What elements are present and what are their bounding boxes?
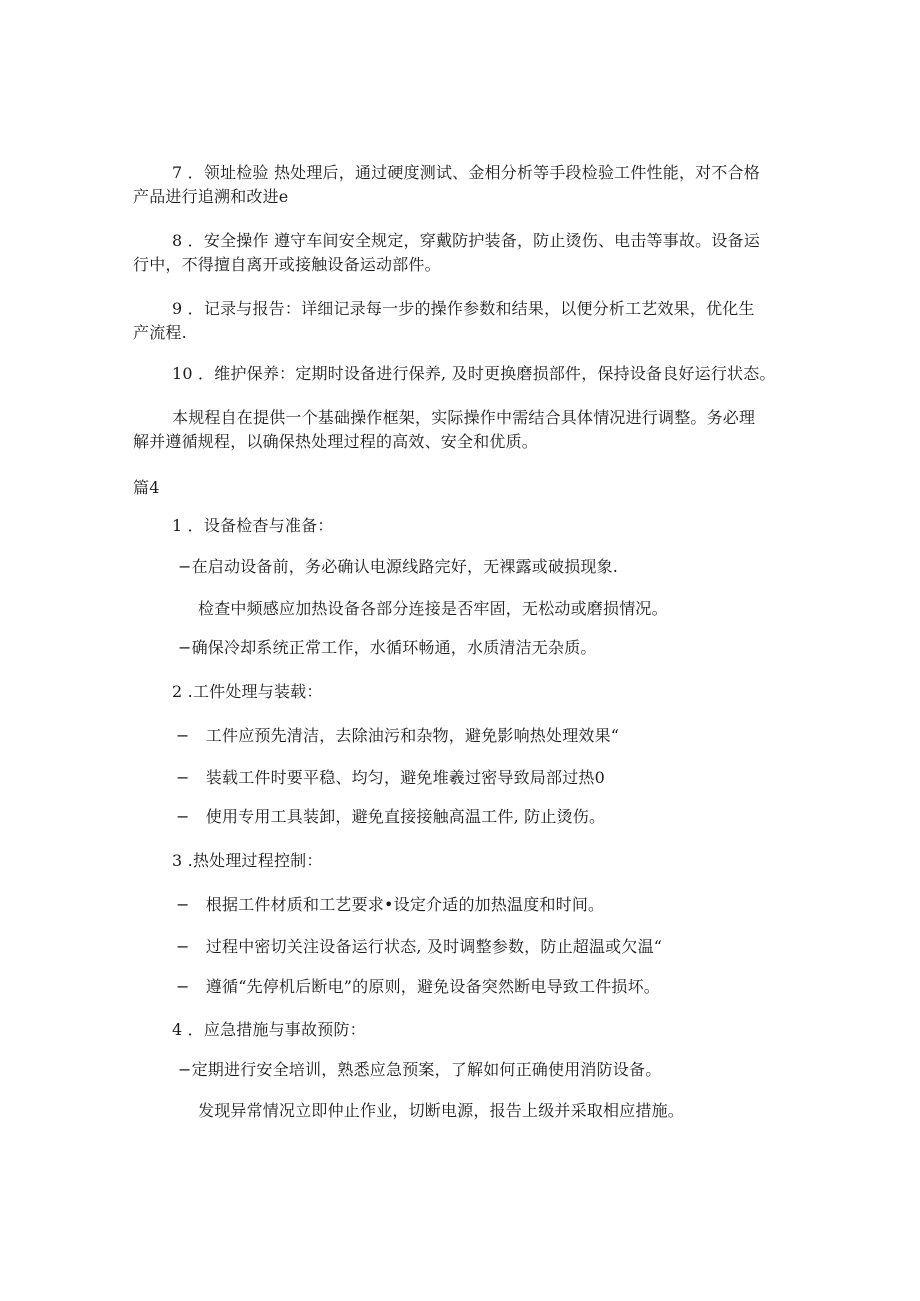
section-3-item: − 根据工件材质和工艺要求•设定介适的加热温度和时间。	[176, 895, 605, 914]
section-2-item: − 工件应预先清洁，去除油污和杂物，避免影响热处理效果“	[176, 726, 620, 745]
section-2-item: − 使用专用工具装卸，避免直接接触高温工件, 防止烫伤。	[176, 807, 606, 826]
paragraph-7-line-1: 7 ．领址检验 热处理后，通过硬度测试、金相分析等手段检验工件性能，对不合格	[172, 163, 760, 182]
section-3-heading: 3 .热处理过程控制：	[172, 851, 323, 870]
section-1-item: 检查中频感应加热设备各部分连接是否牢固，无松动或磨损情况。	[198, 599, 668, 618]
paragraph-7-line-2: 产品进行追溯和改进e	[133, 187, 289, 206]
section-4-heading: 4 ．应急措施与事故预防：	[172, 1020, 366, 1039]
section-2-item: − 装载工件时要平稳、均匀，避免堆羲过密导致局部过热0	[176, 768, 605, 787]
section-3-item: − 过程中密切关注设备运行状态, 及时调整参数，防止超温或欠温“	[176, 937, 663, 956]
section-4-item: 发现异常情况立即仲止作业，切断电源，报告上级并采取相应措施。	[198, 1101, 685, 1120]
section-2-heading: 2 .工件处理与装载：	[172, 682, 323, 701]
paragraph-8-line-2: 行中，不得擅自离开或接触设备运动部件。	[133, 255, 441, 274]
section-4-item: −定期进行安全培训，熟悉应急预案，了解如何正确使用消防设备。	[178, 1060, 662, 1079]
section-title: 篇4	[133, 478, 160, 497]
paragraph-8-line-1: 8 ．安全操作 遵守车间安全规定，穿戴防护装备，防止烫伤、电击等事故。设备运	[172, 231, 760, 250]
section-1-item: −确保冷却系统正常工作，水循环畅通，水质清洁无杂质。	[178, 638, 597, 657]
section-1-item: −在启动设备前，务必确认电源线路完好，无裸露或破损现象.	[178, 557, 619, 576]
summary-line-2: 解并遵循规程，以确保热处理过程的高效、安全和优质。	[133, 432, 539, 451]
paragraph-9-line-1: 9 ．记录与报告：详细记录每一步的操作参数和结果，以便分析工艺效果，优化生	[172, 299, 755, 318]
paragraph-9-line-2: 产流程.	[133, 323, 187, 342]
summary-line-1: 本规程自在提供一个基础操作框架，实际操作中需结合具体情况进行调整。务必理	[172, 408, 756, 427]
paragraph-10-line-1: 10 ．维护保养：定期时设备进行保养, 及时更换磨损部件，保持设备良好运行状态。	[172, 364, 776, 383]
section-3-item: − 遵循“先停机后断电”的原则，避免设备突然断电导致工件损坏。	[176, 977, 660, 996]
section-1-heading: 1 ．设备检杳与准备：	[172, 516, 334, 535]
